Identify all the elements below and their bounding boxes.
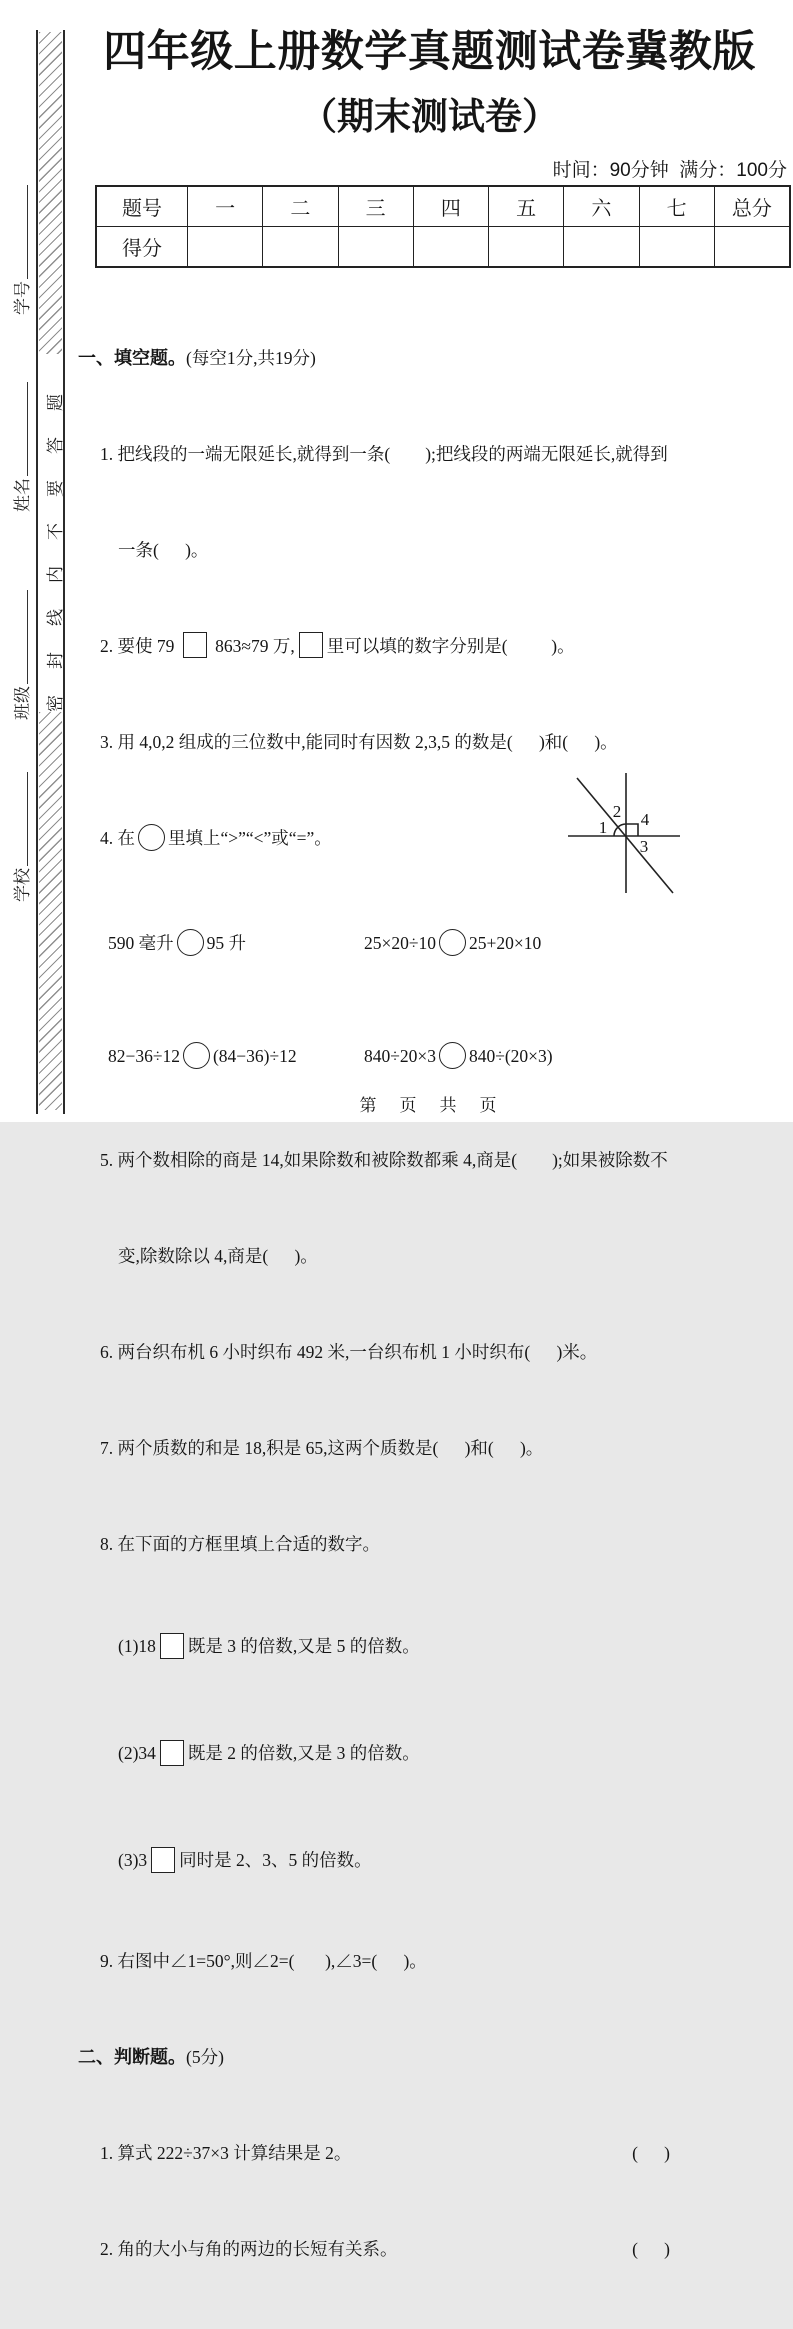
score-table-col: 六 [563,187,638,226]
school-label: 学校 [13,868,32,902]
question-5-line2: 变,除数除以 4,商是( )。 [118,1246,318,1266]
compare-expr-3: 82−36÷12 (84−36)÷12 [108,1040,364,1072]
blank-box [151,1847,175,1873]
angle-label-2: 2 [612,802,622,821]
question-4-row1 [78,918,790,967]
score-table-col: 一 [187,187,262,226]
judge-2-answer-parens: ( ) [632,2239,670,2259]
blank-box [299,632,323,658]
class-field [8,590,33,720]
judge-1-answer-parens: ( ) [632,2143,670,2163]
score-table-col: 二 [262,187,337,226]
question-1-line2: 一条( )。 [118,540,209,560]
page-title: 四年级上册数学真题测试卷冀教版 [103,28,756,76]
score-table-col: 总分 [714,187,789,226]
angle-label-3: 3 [639,837,649,856]
time-score-info: 时间：90分钟 满分：100分 [552,160,787,181]
school-blank-line [13,772,28,866]
compare-expr-4: 840÷20×3 840÷(20×3) [364,1040,553,1072]
compare-circle [439,1042,466,1069]
question-4: 4. 在 里填上“>”“<”或“=”。 [78,822,790,854]
question-4-row2 [78,1031,790,1080]
page-subtitle: （期末测试卷） [300,96,559,137]
judge-question-2 [78,2233,790,2265]
seal-line-left [36,30,38,1114]
seal-strip-text: 密封线内不要答题 [46,368,65,712]
judge-1-text: 1. 算式 222÷37×3 计算结果是 2。 [100,2143,352,2163]
angle-figure [553,747,695,903]
question-area [78,278,790,2329]
score-table-col: 四 [413,187,488,226]
angle-label-1: 1 [598,818,608,837]
student-id-field [8,185,33,315]
score-row-label: 得分 [97,226,187,266]
class-label: 班级 [13,686,32,720]
seal-hatch-top [39,32,62,354]
score-table-corner: 题号 [122,198,162,220]
score-cell [187,226,262,266]
compare-expr-1: 590 毫升 95 升 [108,927,364,959]
class-blank-line [13,590,28,684]
section1-title: 一、填空题。 [78,348,186,368]
compare-circle [183,1042,210,1069]
section1-points: (每空1分,共19分) [186,348,316,368]
question-8-sub2: (2)34 既是 2 的倍数,又是 3 的倍数。 [78,1731,790,1774]
question-8: 8. 在下面的方框里填上合适的数字。 [100,1534,380,1554]
question-3: 3. 用 4,0,2 组成的三位数中,能同时有因数 2,3,5 的数是( )和( )。 [100,732,618,752]
score-cell [338,226,413,266]
student-name-label: 姓名 [13,478,32,512]
student-name-blank-line [13,382,28,476]
judge-2-text: 2. 角的大小与角的两边的长短有关系。 [100,2239,398,2259]
judge-question-1 [78,2137,790,2169]
score-cell [262,226,337,266]
score-cell [714,226,789,266]
question-1-line1: 1. 把线段的一端无限延长,就得到一条( );把线段的两端无限延长,就得到 [100,444,668,464]
student-id-label: 学号 [13,281,32,315]
school-field [8,772,33,902]
angle-label-4: 4 [640,810,650,829]
question-8-sub1: (1)18 既是 3 的倍数,又是 5 的倍数。 [78,1624,790,1667]
seal-hatch-bottom [39,712,62,1110]
question-8-sub3: (3)3 同时是 2、3、5 的倍数。 [78,1838,790,1881]
page-footer: 第 页 共 页 [359,1096,500,1115]
compare-circle [138,824,165,851]
compare-circle [177,929,204,956]
score-table [95,185,791,268]
blank-box [160,1633,184,1659]
section1-heading [78,342,790,374]
score-table-col: 三 [338,187,413,226]
section2-points: (5分) [186,2047,224,2067]
compare-expr-2: 25×20÷10 25+20×10 [364,927,541,959]
score-table-col: 七 [639,187,714,226]
figure-right-angle-mark [626,824,638,836]
student-name-field [8,382,33,512]
compare-circle [439,929,466,956]
section2-heading [78,2041,790,2073]
question-6: 6. 两台织布机 6 小时织布 492 米,一台织布机 1 小时织布( )米。 [100,1342,598,1362]
section2-title: 二、判断题。 [78,2047,186,2067]
score-cell [488,226,563,266]
blank-box [160,1740,184,1766]
question-9: 9. 右图中∠1=50°,则∠2=( ),∠3=( )。 [100,1951,427,1971]
score-cell [563,226,638,266]
question-7: 7. 两个质数的和是 18,积是 65,这两个质数是( )和( )。 [100,1438,544,1458]
score-cell [639,226,714,266]
student-id-blank-line [13,185,28,279]
blank-box [183,632,207,658]
score-table-col: 五 [488,187,563,226]
question-2: 2. 要使 79 863≈79 万, 里可以填的数字分别是( )。 [78,630,790,662]
question-5-line1: 5. 两个数相除的商是 14,如果除数和被除数都乘 4,商是( );如果被除数不 [100,1150,668,1170]
score-cell [413,226,488,266]
